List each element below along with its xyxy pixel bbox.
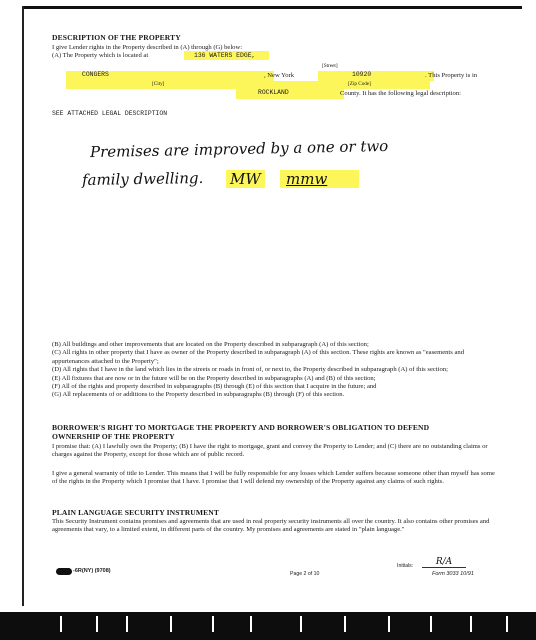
line-a-text: (A) The Property which is located at bbox=[52, 52, 149, 59]
zip-label: [Zip Code] bbox=[318, 81, 430, 89]
scan-bottom-bar bbox=[0, 612, 536, 640]
street-value: 136 WATERS EDGE, bbox=[184, 51, 269, 60]
form-code: -6R(NY) (9708) bbox=[73, 568, 111, 574]
description-intro: I give Lender rights in the Property described in (A) through (G) below: bbox=[52, 44, 243, 51]
vmp-logo-icon bbox=[56, 568, 72, 575]
initials-label: Initials: bbox=[397, 563, 414, 569]
subparagraph-f: (F) All of the rights and property described in subparagraphs (B) through (E) of this section that I acquire in the future; and bbox=[52, 383, 377, 391]
tail-text: . This Property is in bbox=[425, 72, 478, 79]
scan-mark bbox=[250, 616, 252, 632]
city-value: CONGERS bbox=[66, 71, 274, 81]
borrower-right-para-2 bbox=[52, 470, 500, 487]
legal-description-note: SEE ATTACHED LEGAL DESCRIPTION bbox=[52, 110, 168, 117]
scan-mark bbox=[388, 616, 390, 632]
plain-language-heading: PLAIN LANGUAGE SECURITY INSTRUMENT bbox=[52, 508, 220, 517]
handwritten-line-1: Premises are improved by a one or two bbox=[89, 136, 389, 162]
subparagraph-e: (E) All fixtures that are now or in the future will be on the Property described in subparagraphs (A) and (B) of this section; bbox=[52, 374, 376, 382]
scan-mark bbox=[212, 616, 214, 632]
county-text: County. It has the following legal description: bbox=[340, 90, 461, 97]
handwritten-initials-2: mmw bbox=[280, 170, 359, 188]
scan-mark bbox=[170, 616, 172, 632]
subparagraph-d: (D) All rights that I have in the land which lies in the streets or roads in front of, or next to, the Property described in subparagraph (A) of this section; bbox=[52, 366, 448, 374]
scan-mark bbox=[506, 616, 508, 632]
handwritten-line-2: family dwelling. bbox=[81, 168, 204, 190]
scan-mark bbox=[300, 616, 302, 632]
borrower-right-para-2-text: I give a general warranty of title to Lender. This means that I will be fully responsible for any losses which Lender suffers because someone other than myself has some of the rights in the Property which I promise that I have. I promise that I will defend my ownership of the Property against any claims of such rights. bbox=[52, 470, 495, 486]
subparagraph-b: (B) All buildings and other improvements that are located on the Property described in subparagraph (A) of this section; bbox=[52, 341, 369, 348]
city-label: [City] bbox=[66, 81, 344, 89]
plain-language-para-text: This Security Instrument contains promises and agreements that are used in real property security instruments all over the country. It also contains other promises and agreements that vary, to a limited extent, in different parts of the country. My promises and agreements are stated in "plain language." bbox=[52, 518, 490, 534]
handwritten-initials-1: MW bbox=[226, 170, 265, 188]
scan-mark bbox=[344, 616, 346, 632]
subparagraph-list bbox=[52, 341, 500, 400]
page-number: Page 2 of 10 bbox=[290, 571, 320, 577]
scan-mark bbox=[60, 616, 62, 632]
scan-left-border bbox=[22, 6, 24, 606]
form-number: Form 3033 10/91 bbox=[432, 571, 474, 577]
subparagraph-g: (G) All replacements of or additions to the Property described in subparagraphs (B) through (F) of this section. bbox=[52, 391, 345, 399]
borrower-right-heading-2: OWNERSHIP OF THE PROPERTY bbox=[52, 432, 175, 441]
state-text: , New York bbox=[264, 72, 295, 79]
scan-mark bbox=[126, 616, 128, 632]
borrower-right-para-1-text: I promise that: (A) I lawfully own the Property; (B) I have the right to mortgage, grant and convey the Property to Lender; and (C) there are no outstanding claims or charges against the Property, except for those which are of public record. bbox=[52, 443, 488, 459]
borrower-right-para-1 bbox=[52, 443, 500, 460]
scan-mark bbox=[96, 616, 98, 632]
initials-value: R/A bbox=[422, 557, 466, 568]
street-label: [Street] bbox=[322, 63, 338, 69]
description-heading: DESCRIPTION OF THE PROPERTY bbox=[52, 33, 181, 42]
county-value: ROCKLAND bbox=[236, 89, 344, 99]
borrower-right-heading-1: BORROWER'S RIGHT TO MORTGAGE THE PROPERTY AND BORROWER'S OBLIGATION TO DEFEND bbox=[52, 423, 430, 432]
subparagraph-c: (C) All rights in other property that I have as owner of the Property described in subparagraph (A) of this section. These rights are known as "easements and appurtenances attached to the Property"; bbox=[52, 349, 465, 365]
scan-mark bbox=[430, 616, 432, 632]
scan-top-border bbox=[22, 6, 522, 9]
zip-value: 10920 bbox=[318, 71, 434, 81]
scan-mark bbox=[470, 616, 472, 632]
plain-language-para bbox=[52, 518, 500, 535]
